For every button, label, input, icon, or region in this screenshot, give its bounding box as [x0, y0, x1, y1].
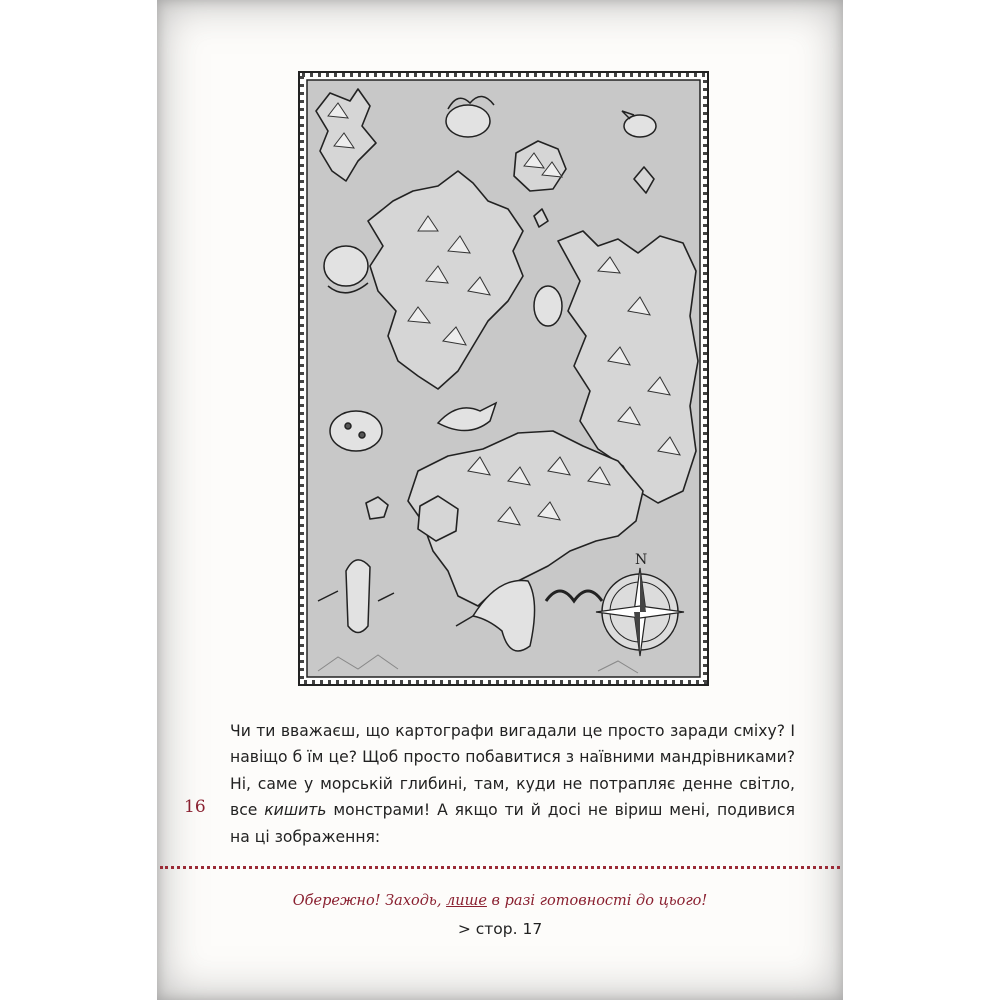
next-page-link[interactable]: > стор. 17 [457, 920, 543, 938]
body-text-part2: монстрами! А якщо ти й досі не віриш мені, подивися на ці зображення: [230, 801, 795, 846]
warning-part1: Обережно! Заходь, [292, 893, 447, 909]
warning-underlined: лише [446, 893, 487, 909]
body-text-emphasis: кишить [264, 801, 327, 820]
warning-note [260, 893, 740, 909]
page-number: 16 [184, 797, 206, 817]
compass-north-label: N [635, 552, 648, 568]
body-text-part1: Чи ти вважаєш, що картографи вигадали це просто заради сміху? І навіщо б їм це? Щоб просто побавитися з наївними мандрівниками? Ні, саме у морській глибині, там, куди не потрапляє денне світло, все [230, 722, 795, 820]
warning-part2: в разі готовності до цього! [486, 893, 708, 909]
monster-sea-dragon-center [534, 286, 562, 326]
monster-horned-serpent [446, 105, 490, 137]
body-paragraph [230, 718, 795, 850]
sea-monster-map-illustration [298, 71, 709, 686]
dotted-divider [160, 866, 840, 869]
monster-screaming-fish [346, 560, 370, 633]
monster-spotted-fish [330, 411, 382, 451]
monster-kraken-left [324, 246, 368, 286]
